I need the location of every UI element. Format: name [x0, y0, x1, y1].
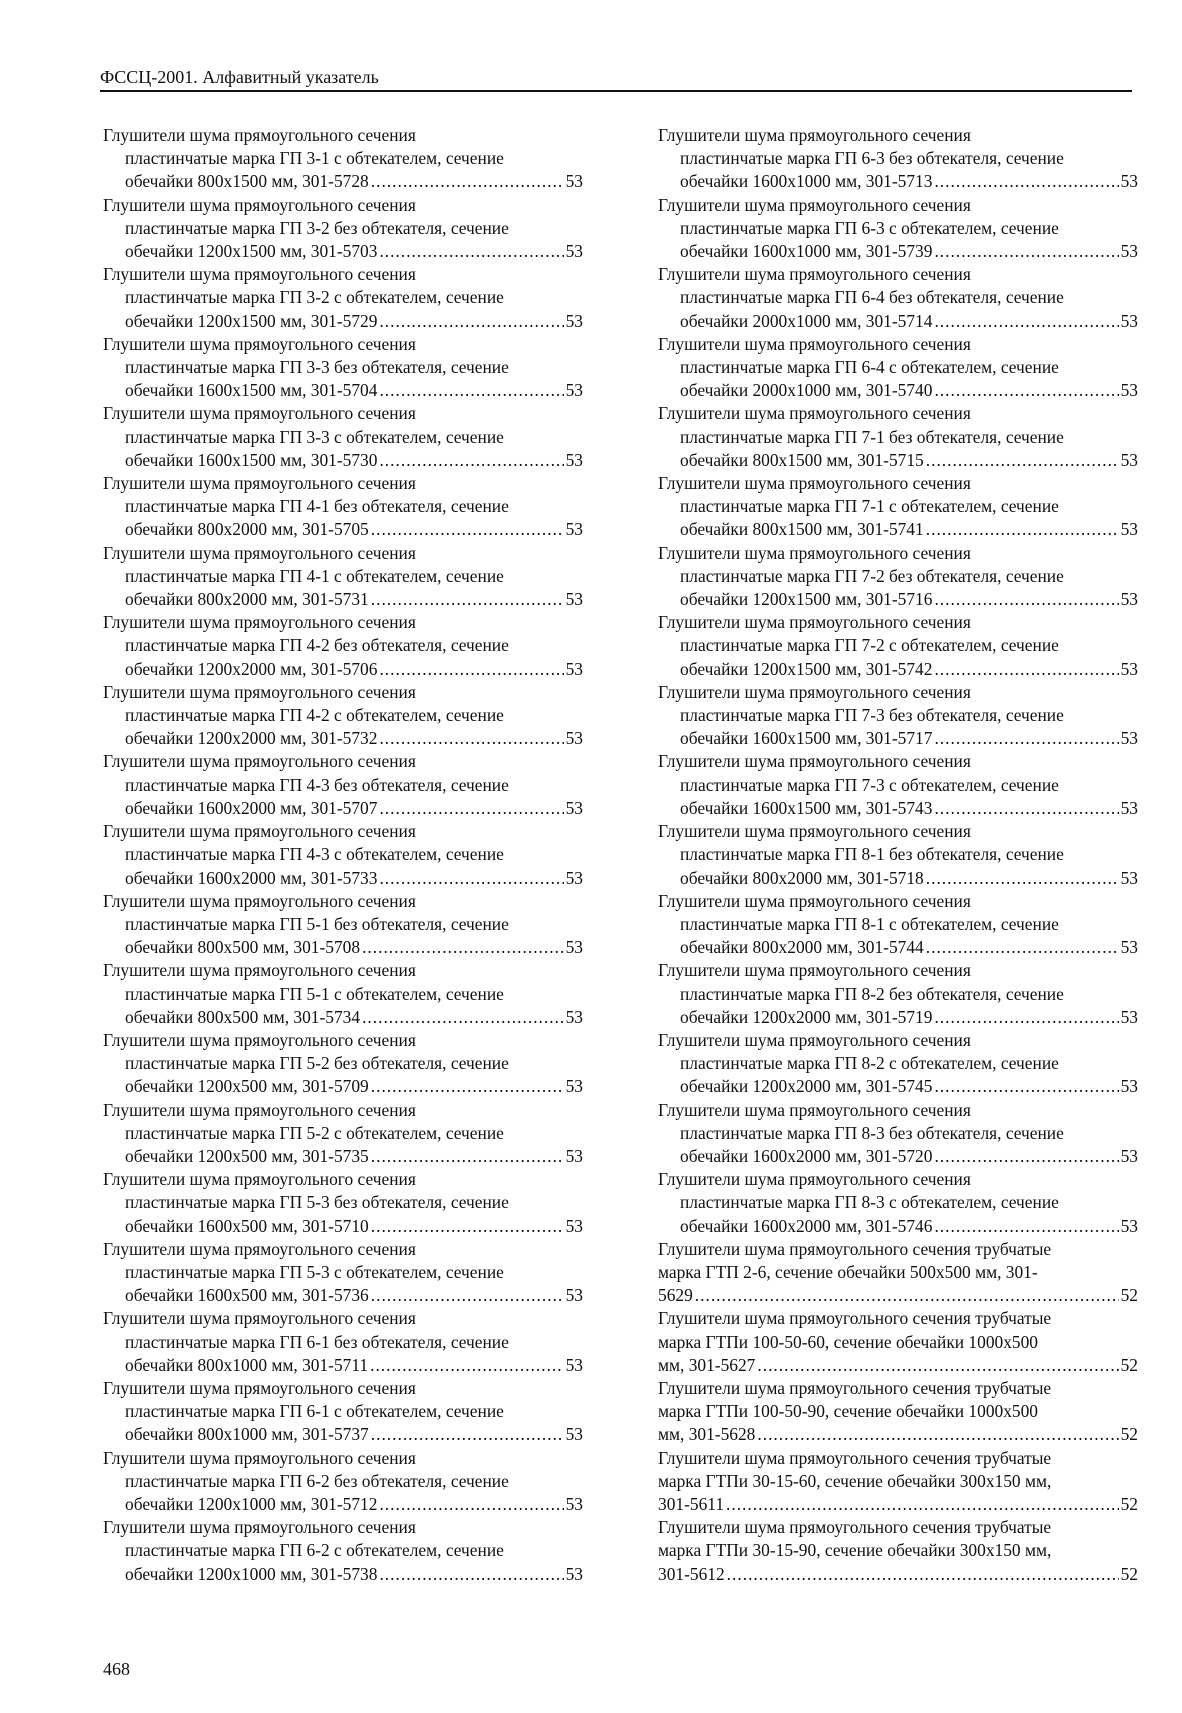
index-entry-leader-line — [658, 1145, 1138, 1168]
index-entry-leader-line — [103, 1006, 583, 1029]
index-entry — [658, 1099, 1138, 1169]
dot-leader — [371, 518, 564, 541]
dot-leader — [371, 1423, 564, 1446]
index-entry-subline: пластинчатые марка ГП 6-4 без обтекателя, сечение — [680, 287, 1064, 308]
index-entry-subline: пластинчатые марка ГП 4-1 без обтекателя, сечение — [125, 496, 509, 517]
index-entry-page: 53 — [1120, 1145, 1138, 1166]
index-entry-page: 53 — [565, 728, 583, 749]
running-header-title: ФССЦ-2001. Алфавитный указатель — [100, 67, 379, 87]
index-entry-heading: Глушители шума прямоугольного сечения — [658, 821, 971, 842]
index-entry-detail: обечайки 800x1000 мм, 301-5711 — [125, 1354, 369, 1375]
index-entry-leader-line — [103, 727, 583, 750]
index-entry-leader-line — [658, 658, 1138, 681]
index-entry-heading: Глушители шума прямоугольного сечения — [658, 890, 971, 911]
index-entry-page: 53 — [1120, 728, 1138, 749]
dot-leader — [371, 1215, 564, 1238]
index-entry-detail: обечайки 1200x1500 мм, 301-5729 — [125, 310, 378, 331]
index-entry-page: 53 — [565, 797, 583, 818]
index-entry — [103, 333, 583, 403]
dot-leader — [362, 1006, 564, 1029]
index-entry-leader-line — [658, 240, 1138, 263]
index-entry-page: 53 — [565, 1354, 583, 1375]
dot-leader — [934, 727, 1118, 750]
index-entry-heading: Глушители шума прямоугольного сечения — [103, 1169, 416, 1190]
index-entry-page: 53 — [565, 658, 583, 679]
index-entry-detail: обечайки 1600x500 мм, 301-5710 — [125, 1215, 369, 1236]
index-entry-page: 53 — [565, 937, 583, 958]
dot-leader — [379, 1563, 563, 1586]
index-entry-detail: обечайки 1200x1000 мм, 301-5712 — [125, 1493, 378, 1514]
index-entry-heading: Глушители шума прямоугольного сечения — [658, 751, 971, 772]
index-entry-detail: обечайки 1600x1500 мм, 301-5743 — [680, 797, 933, 818]
index-entry-detail: обечайки 1200x2000 мм, 301-5719 — [680, 1006, 933, 1027]
index-entry-subline: пластинчатые марка ГП 5-2 с обтекателем, сечение — [125, 1122, 504, 1143]
index-entry-subline: пластинчатые марка ГП 6-2 без обтекателя, сечение — [125, 1470, 509, 1491]
running-header — [100, 66, 1132, 92]
index-entry-page: 53 — [565, 589, 583, 610]
index-entry-leader-line — [658, 170, 1138, 193]
index-entry — [658, 611, 1138, 681]
index-entry-heading: Глушители шума прямоугольного сечения — [103, 612, 416, 633]
index-entry-leader-line — [103, 1145, 583, 1168]
dot-leader — [926, 867, 1119, 890]
index-entry-page: 53 — [565, 241, 583, 262]
index-entry-leader-line — [658, 1215, 1138, 1238]
index-entry-detail: 301-5611 — [658, 1493, 725, 1514]
index-entry-detail: обечайки 1600x1500 мм, 301-5717 — [680, 728, 933, 749]
index-entry-leader-line — [658, 1493, 1138, 1516]
dot-leader — [934, 588, 1118, 611]
index-entry-leader-line — [103, 379, 583, 402]
dot-leader — [934, 1075, 1118, 1098]
index-entry-page: 53 — [565, 519, 583, 540]
index-entry-leader-line — [658, 1075, 1138, 1098]
index-entry-leader-line — [658, 1006, 1138, 1029]
index-entry-page: 53 — [565, 1285, 583, 1306]
index-entry-heading: Глушители шума прямоугольного сечения — [103, 681, 416, 702]
index-entry-detail: обечайки 800x2000 мм, 301-5744 — [680, 937, 924, 958]
index-entry-leader-line — [103, 449, 583, 472]
index-entry-detail: обечайки 800x1500 мм, 301-5715 — [680, 449, 924, 470]
index-entry — [103, 402, 583, 472]
index-entry-heading: Глушители шума прямоугольного сечения — [103, 1517, 416, 1538]
index-entry-heading: Глушители шума прямоугольного сечения — [103, 1447, 416, 1468]
index-entry-page: 53 — [1120, 1076, 1138, 1097]
index-entry — [658, 1307, 1138, 1377]
index-entry-heading: Глушители шума прямоугольного сечения — [103, 1377, 416, 1398]
index-entry-heading: Глушители шума прямоугольного сечения — [658, 1099, 971, 1120]
index-entry-subline: пластинчатые марка ГП 3-2 без обтекателя, сечение — [125, 217, 509, 238]
index-entry-page: 53 — [565, 1076, 583, 1097]
index-entry-detail: обечайки 1200x2000 мм, 301-5745 — [680, 1076, 933, 1097]
index-entry-leader-line — [658, 1354, 1138, 1377]
index-entry-leader-line — [103, 1423, 583, 1446]
dot-leader — [379, 379, 563, 402]
index-entry-subline: пластинчатые марка ГП 6-2 с обтекателем, сечение — [125, 1540, 504, 1561]
index-entry-heading: Глушители шума прямоугольного сечения — [103, 542, 416, 563]
index-entry-detail: обечайки 800x1500 мм, 301-5728 — [125, 171, 369, 192]
index-entry-page: 53 — [1120, 171, 1138, 192]
index-entry-leader-line — [103, 1215, 583, 1238]
index-entry-detail: обечайки 1600x1500 мм, 301-5730 — [125, 449, 378, 470]
dot-leader — [370, 1354, 564, 1377]
index-entry-detail: обечайки 800x500 мм, 301-5734 — [125, 1006, 361, 1027]
index-entry-detail: обечайки 1600x1000 мм, 301-5713 — [680, 171, 933, 192]
index-entry-page: 53 — [1120, 867, 1138, 888]
page-number: 468 — [103, 1659, 130, 1679]
index-entry-heading: Глушители шума прямоугольного сечения — [103, 1029, 416, 1050]
index-entry-heading: Глушители шума прямоугольного сечения трубчатые — [658, 1238, 1052, 1259]
index-entry-leader-line — [658, 310, 1138, 333]
index-entry-subline: пластинчатые марка ГП 8-3 с обтекателем, сечение — [680, 1192, 1059, 1213]
dot-leader — [757, 1423, 1118, 1446]
index-entry-leader-line — [103, 867, 583, 890]
index-entry-page: 52 — [1120, 1563, 1138, 1584]
index-entry-heading: Глушители шума прямоугольного сечения — [658, 960, 971, 981]
index-entry-leader-line — [103, 588, 583, 611]
index-entry-subline: пластинчатые марка ГП 7-3 без обтекателя, сечение — [680, 705, 1064, 726]
index-entry-subline: пластинчатые марка ГП 7-1 с обтекателем, сечение — [680, 496, 1059, 517]
index-entry-page: 53 — [1120, 589, 1138, 610]
index-entry-subline: пластинчатые марка ГП 4-3 с обтекателем, сечение — [125, 844, 504, 865]
index-entry-heading: Глушители шума прямоугольного сечения — [103, 1099, 416, 1120]
index-entry — [103, 263, 583, 333]
index-entry-heading: Глушители шума прямоугольного сечения — [103, 403, 416, 424]
index-entry-page: 53 — [565, 380, 583, 401]
index-entry-page: 53 — [565, 1215, 583, 1236]
dot-leader — [934, 310, 1118, 333]
index-entry-subline: пластинчатые марка ГП 4-3 без обтекателя, сечение — [125, 774, 509, 795]
index-entry-leader-line — [658, 379, 1138, 402]
index-entry-leader-line — [103, 1354, 583, 1377]
index-entry-detail: обечайки 1600x1000 мм, 301-5739 — [680, 241, 933, 262]
index-entry-detail: обечайки 1600x2000 мм, 301-5746 — [680, 1215, 933, 1236]
index-entry — [103, 611, 583, 681]
index-entry — [103, 1516, 583, 1586]
index-entry-leader-line — [658, 518, 1138, 541]
index-entry — [658, 402, 1138, 472]
index-entry-heading: Глушители шума прямоугольного сечения — [103, 1308, 416, 1329]
index-entry-page: 53 — [1120, 1215, 1138, 1236]
index-entry-heading: Глушители шума прямоугольного сечения — [103, 751, 416, 772]
index-entry-subline: пластинчатые марка ГП 4-2 без обтекателя, сечение — [125, 635, 509, 656]
index-entry-page: 53 — [1120, 658, 1138, 679]
index-entry — [658, 194, 1138, 264]
index-entry-subline: пластинчатые марка ГП 3-1 с обтекателем, сечение — [125, 148, 504, 169]
index-entry — [658, 1238, 1138, 1308]
index-entry — [658, 1377, 1138, 1447]
index-entry-heading: Глушители шума прямоугольного сечения — [658, 1169, 971, 1190]
dot-leader — [379, 1493, 563, 1516]
index-entry-leader-line — [103, 170, 583, 193]
index-entry-leader-line — [103, 936, 583, 959]
index-entry-subline: пластинчатые марка ГП 8-1 без обтекателя, сечение — [680, 844, 1064, 865]
index-entry-subline: пластинчатые марка ГП 5-1 с обтекателем, сечение — [125, 983, 504, 1004]
index-entry-page: 52 — [1120, 1354, 1138, 1375]
index-entry-leader-line — [103, 1075, 583, 1098]
index-entry-subline: пластинчатые марка ГП 6-1 без обтекателя, сечение — [125, 1331, 509, 1352]
dot-leader — [926, 936, 1119, 959]
index-column-left — [103, 124, 583, 1586]
index-entry — [658, 333, 1138, 403]
dot-leader — [934, 797, 1118, 820]
index-entry-leader-line — [658, 449, 1138, 472]
dot-leader — [371, 170, 564, 193]
index-entry-subline: марка ГТП 2-6, сечение обечайки 500x500 мм, 301- — [658, 1261, 1038, 1282]
index-entry-page: 53 — [565, 1493, 583, 1514]
index-entry-subline: пластинчатые марка ГП 5-3 без обтекателя, сечение — [125, 1192, 509, 1213]
index-entry — [103, 1447, 583, 1517]
index-entry-detail: обечайки 1200x2000 мм, 301-5732 — [125, 728, 378, 749]
dot-leader — [757, 1354, 1118, 1377]
index-entry-page: 53 — [1120, 519, 1138, 540]
index-entry — [103, 1238, 583, 1308]
index-entry-heading: Глушители шума прямоугольного сечения трубчатые — [658, 1377, 1052, 1398]
index-entry-page: 53 — [1120, 449, 1138, 470]
index-entry-detail: обечайки 800x2000 мм, 301-5718 — [680, 867, 924, 888]
index-entry-detail: обечайки 2000x1000 мм, 301-5714 — [680, 310, 933, 331]
index-entry-leader-line — [658, 588, 1138, 611]
index-column-right — [658, 124, 1138, 1586]
index-entry-leader-line — [103, 1493, 583, 1516]
dot-leader — [934, 1006, 1118, 1029]
dot-leader — [926, 518, 1119, 541]
index-entry-subline: пластинчатые марка ГП 4-1 с обтекателем, сечение — [125, 565, 504, 586]
index-entry-heading: Глушители шума прямоугольного сечения трубчатые — [658, 1308, 1052, 1329]
index-entry-detail: 5629 — [658, 1285, 693, 1306]
index-entry-leader-line — [103, 240, 583, 263]
index-entry-subline: пластинчатые марка ГП 8-2 без обтекателя, сечение — [680, 983, 1064, 1004]
index-entry-page: 53 — [565, 1563, 583, 1584]
index-entry-leader-line — [103, 310, 583, 333]
index-entry-subline: пластинчатые марка ГП 7-2 с обтекателем, сечение — [680, 635, 1059, 656]
index-entry-subline: пластинчатые марка ГП 3-3 без обтекателя, сечение — [125, 357, 509, 378]
index-entry — [103, 1029, 583, 1099]
dot-leader — [362, 936, 564, 959]
index-entry — [658, 472, 1138, 542]
index-entry-detail: 301-5612 — [658, 1563, 725, 1584]
index-entry-page: 53 — [565, 867, 583, 888]
dot-leader — [371, 1145, 564, 1168]
index-entry — [103, 542, 583, 612]
index-entry-subline: пластинчатые марка ГП 8-3 без обтекателя, сечение — [680, 1122, 1064, 1143]
index-entry — [103, 681, 583, 751]
index-entry-subline: марка ГТПи 30-15-60, сечение обечайки 300x150 мм, — [658, 1470, 1052, 1491]
index-entry-detail: обечайки 800x1500 мм, 301-5741 — [680, 519, 924, 540]
index-entry — [103, 820, 583, 890]
dot-leader — [934, 658, 1118, 681]
index-entry — [658, 820, 1138, 890]
index-entry — [658, 750, 1138, 820]
index-entry-heading: Глушители шума прямоугольного сечения — [103, 125, 416, 145]
index-entry-subline: пластинчатые марка ГП 5-1 без обтекателя, сечение — [125, 913, 509, 934]
dot-leader — [695, 1284, 1119, 1307]
index-entry-page: 52 — [1120, 1424, 1138, 1445]
index-entry-leader-line — [103, 658, 583, 681]
index-entry-subline: пластинчатые марка ГП 3-3 с обтекателем, сечение — [125, 426, 504, 447]
index-entry-detail: обечайки 800x2000 мм, 301-5705 — [125, 519, 369, 540]
index-entry-leader-line — [658, 1563, 1138, 1586]
index-entry — [658, 1516, 1138, 1586]
index-entry — [103, 750, 583, 820]
index-entry-leader-line — [103, 518, 583, 541]
index-entry-detail: обечайки 1200x500 мм, 301-5709 — [125, 1076, 369, 1097]
index-entry-heading: Глушители шума прямоугольного сечения — [658, 333, 971, 354]
index-entry — [103, 959, 583, 1029]
index-entry-detail: обечайки 1200x2000 мм, 301-5706 — [125, 658, 378, 679]
dot-leader — [934, 170, 1118, 193]
index-entry-page: 53 — [1120, 380, 1138, 401]
index-entry-subline: марка ГТПи 100-50-90, сечение обечайки 1000x500 — [658, 1401, 1038, 1422]
index-entry-leader-line — [658, 1423, 1138, 1446]
index-entry-detail: мм, 301-5628 — [658, 1424, 756, 1445]
index-entry — [103, 1307, 583, 1377]
index-entry-detail: обечайки 2000x1000 мм, 301-5740 — [680, 380, 933, 401]
index-entry-page: 53 — [565, 449, 583, 470]
index-entry-leader-line — [103, 1563, 583, 1586]
index-entry-page: 53 — [1120, 1006, 1138, 1027]
index-entry-heading: Глушители шума прямоугольного сечения — [103, 890, 416, 911]
index-entry-leader-line — [658, 727, 1138, 750]
index-entry-heading: Глушители шума прямоугольного сечения — [103, 264, 416, 285]
index-entry-page: 52 — [1120, 1493, 1138, 1514]
index-entry-heading: Глушители шума прямоугольного сечения — [658, 125, 971, 145]
index-entry-page: 53 — [565, 1424, 583, 1445]
dot-leader — [379, 727, 563, 750]
index-entry-leader-line — [658, 1284, 1138, 1307]
dot-leader — [727, 1563, 1119, 1586]
index-entry-subline: пластинчатые марка ГП 6-3 без обтекателя, сечение — [680, 148, 1064, 169]
index-entry-page: 53 — [1120, 937, 1138, 958]
index-entry-subline: пластинчатые марка ГП 8-2 с обтекателем, сечение — [680, 1053, 1059, 1074]
index-entry-page: 53 — [1120, 310, 1138, 331]
dot-leader — [379, 310, 563, 333]
index-entry-heading: Глушители шума прямоугольного сечения — [658, 612, 971, 633]
index-entry-detail: обечайки 1200x1000 мм, 301-5738 — [125, 1563, 378, 1584]
index-entry — [658, 959, 1138, 1029]
index-entry-detail: обечайки 800x1000 мм, 301-5737 — [125, 1424, 369, 1445]
index-entry-detail: обечайки 800x500 мм, 301-5708 — [125, 937, 361, 958]
index-entry-page: 53 — [565, 171, 583, 192]
index-entry — [103, 1099, 583, 1169]
dot-leader — [379, 449, 563, 472]
index-entry — [658, 681, 1138, 751]
index-entry-subline: пластинчатые марка ГП 7-1 без обтекателя, сечение — [680, 426, 1064, 447]
index-entry-subline: пластинчатые марка ГП 6-1 с обтекателем, сечение — [125, 1401, 504, 1422]
index-entry-leader-line — [658, 797, 1138, 820]
index-entry-detail: обечайки 1600x2000 мм, 301-5707 — [125, 797, 378, 818]
index-entry-detail: обечайки 1600x1500 мм, 301-5704 — [125, 380, 378, 401]
index-entry-page: 53 — [565, 310, 583, 331]
index-entry-detail: обечайки 1200x500 мм, 301-5735 — [125, 1145, 369, 1166]
index-entry-heading: Глушители шума прямоугольного сечения — [103, 473, 416, 494]
index-entry — [658, 1447, 1138, 1517]
index-entry-heading: Глушители шума прямоугольного сечения — [658, 194, 971, 215]
dot-leader — [934, 240, 1118, 263]
index-entry-heading: Глушители шума прямоугольного сечения — [103, 960, 416, 981]
index-entry — [658, 124, 1138, 194]
index-entry — [103, 1377, 583, 1447]
dot-leader — [371, 1075, 564, 1098]
index-entry — [103, 890, 583, 960]
index-entry-detail: обечайки 1200x1500 мм, 301-5703 — [125, 241, 378, 262]
dot-leader — [934, 379, 1118, 402]
dot-leader — [379, 240, 563, 263]
index-entry-subline: пластинчатые марка ГП 6-3 с обтекателем, сечение — [680, 217, 1059, 238]
index-entry-heading: Глушители шума прямоугольного сечения трубчатые — [658, 1517, 1052, 1538]
index-entry-subline: пластинчатые марка ГП 5-2 без обтекателя, сечение — [125, 1053, 509, 1074]
dot-leader — [926, 449, 1119, 472]
index-entry — [658, 890, 1138, 960]
index-entry-heading: Глушители шума прямоугольного сечения — [103, 333, 416, 354]
index-entry-subline: пластинчатые марка ГП 7-3 с обтекателем, сечение — [680, 774, 1059, 795]
index-entry-detail: обечайки 800x2000 мм, 301-5731 — [125, 589, 369, 610]
index-entry-leader-line — [103, 797, 583, 820]
index-entry-heading: Глушители шума прямоугольного сечения трубчатые — [658, 1447, 1052, 1468]
index-entry-detail: обечайки 1200x1500 мм, 301-5716 — [680, 589, 933, 610]
index-entry-subline: пластинчатые марка ГП 4-2 с обтекателем, сечение — [125, 705, 504, 726]
index-entry-heading: Глушители шума прямоугольного сечения — [658, 473, 971, 494]
index-entry-detail: обечайки 1600x2000 мм, 301-5720 — [680, 1145, 933, 1166]
index-entry-leader-line — [103, 1284, 583, 1307]
index-entry — [658, 1029, 1138, 1099]
index-entry-page: 53 — [565, 1145, 583, 1166]
index-entry-detail: обечайки 1600x500 мм, 301-5736 — [125, 1285, 369, 1306]
index-entry-detail: обечайки 1200x1500 мм, 301-5742 — [680, 658, 933, 679]
index-entry-subline: марка ГТПи 100-50-60, сечение обечайки 1000x500 — [658, 1331, 1038, 1352]
index-entry-heading: Глушители шума прямоугольного сечения — [658, 681, 971, 702]
index-entry — [658, 1168, 1138, 1238]
index-entry-page: 53 — [1120, 797, 1138, 818]
index-entry-leader-line — [658, 936, 1138, 959]
index-entry-subline: пластинчатые марка ГП 5-3 с обтекателем, сечение — [125, 1261, 504, 1282]
dot-leader — [934, 1145, 1118, 1168]
dot-leader — [726, 1493, 1119, 1516]
index-entry-heading: Глушители шума прямоугольного сечения — [103, 1238, 416, 1259]
dot-leader — [379, 658, 563, 681]
dot-leader — [371, 588, 564, 611]
index-entry — [658, 542, 1138, 612]
dot-leader — [379, 867, 563, 890]
index-entry — [658, 263, 1138, 333]
index-entry — [103, 1168, 583, 1238]
index-entry-heading: Глушители шума прямоугольного сечения — [658, 403, 971, 424]
index-entry-subline: пластинчатые марка ГП 6-4 с обтекателем, сечение — [680, 357, 1059, 378]
index-entry-detail: мм, 301-5627 — [658, 1354, 756, 1375]
index-entry-heading: Глушители шума прямоугольного сечения — [658, 542, 971, 563]
index-entry-page: 52 — [1120, 1285, 1138, 1306]
dot-leader — [934, 1215, 1118, 1238]
dot-leader — [379, 797, 563, 820]
index-entry — [103, 472, 583, 542]
index-entry-page: 53 — [565, 1006, 583, 1027]
index-entry-subline: пластинчатые марка ГП 3-2 с обтекателем, сечение — [125, 287, 504, 308]
index-entry-heading: Глушители шума прямоугольного сечения — [658, 1029, 971, 1050]
index-entry-subline: пластинчатые марка ГП 7-2 без обтекателя, сечение — [680, 565, 1064, 586]
dot-leader — [371, 1284, 564, 1307]
index-entry-subline: пластинчатые марка ГП 8-1 с обтекателем, сечение — [680, 913, 1059, 934]
index-entry-leader-line — [658, 867, 1138, 890]
index-entry-heading: Глушители шума прямоугольного сечения — [103, 821, 416, 842]
index-entry-detail: обечайки 1600x2000 мм, 301-5733 — [125, 867, 378, 888]
index-entry-page: 53 — [1120, 241, 1138, 262]
index-entry — [103, 124, 583, 194]
index-entry — [103, 194, 583, 264]
index-entry-heading: Глушители шума прямоугольного сечения — [658, 264, 971, 285]
index-entry-subline: марка ГТПи 30-15-90, сечение обечайки 300x150 мм, — [658, 1540, 1052, 1561]
index-entry-heading: Глушители шума прямоугольного сечения — [103, 194, 416, 215]
